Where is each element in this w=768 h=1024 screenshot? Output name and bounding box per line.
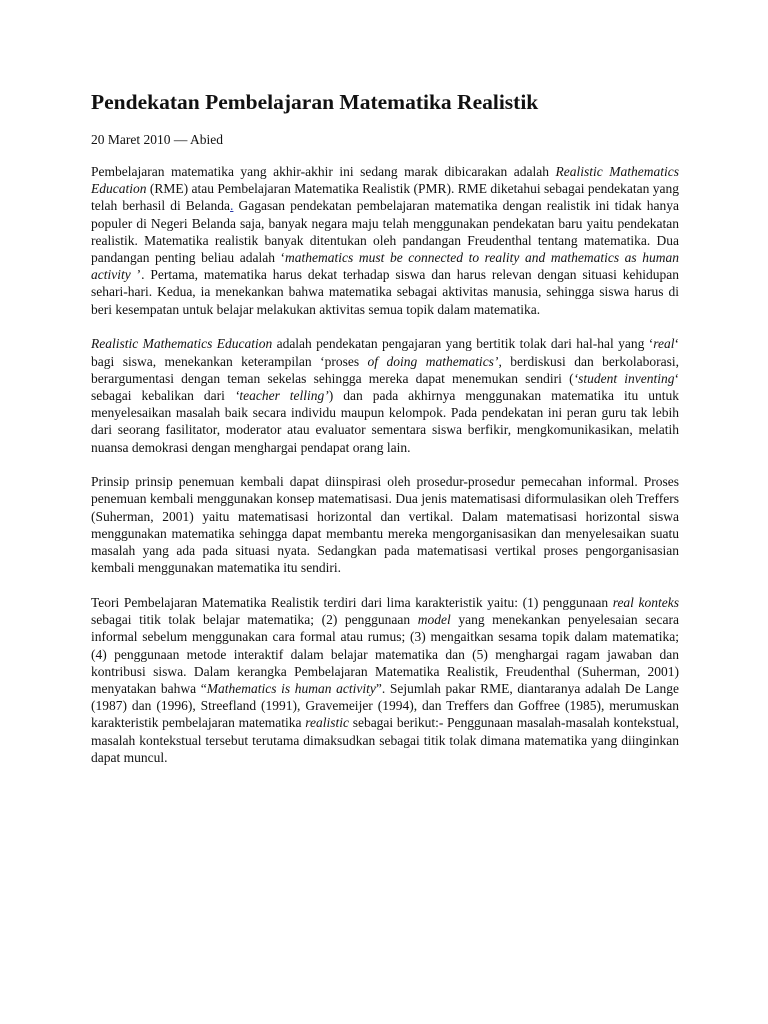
italic-run: model	[417, 612, 451, 628]
italic-run: realistic	[305, 715, 349, 731]
text-run: adalah pendekatan pengajaran yang bertitik tolak dari hal-hal yang ‘	[272, 336, 654, 352]
article-title: Pendekatan Pembelajaran Matematika Realistik	[91, 90, 539, 114]
italic-run: real	[653, 336, 675, 352]
paragraph-3	[91, 473, 679, 576]
italic-run: ‘student inventing	[573, 370, 675, 386]
italic-run: real konteks	[612, 594, 679, 610]
paragraph-4	[91, 594, 679, 766]
italic-run: mathematics must be connected to reality and mathematics as human activity	[91, 250, 679, 283]
text-run: Prinsip prinsip penemuan kembali dapat diinspirasi oleh prosedur-prosedur pemecahan informal. Proses penemuan kembali menggunakan konsep matematisasi. Dua jenis matematisasi diformulasikan oleh Treffers (Suherman, 2001) yaitu matematisasi horizontal dan vertikal. Dalam matematisasi horizontal siswa menggunakan matematika sehingga dapat membantu mereka mengorganisasikan dan menyelesaikan suatu masalah yang ada pada situasi nyata. Sedangkan pada matematisasi vertikal proses pengorganisasian kembali menggunakan matematika itu sendiri.	[91, 474, 679, 576]
text-run: , berdiskusi dan berkolaborasi, berargumentasi dengan teman sekelas sehingga mereka dapat menemukan sendiri (	[91, 353, 679, 386]
text-run: (RME) atau Pembelajaran Matematika Realistik (PMR). RME diketahui sebagai pendekatan yang telah berhasil di Belanda	[91, 181, 679, 214]
text-run: ”. Sejumlah pakar RME, diantaranya adalah De Lange (1987) dan (1996), Streefland (1991), Gravemeijer (1994), dan Treffers dan Goffree (1985), merumuskan karakteristik pembelajaran matematika	[91, 680, 679, 731]
italic-run: Mathematics is human activity	[206, 680, 376, 696]
text-run: sebagai titik tolak belajar matematika; (2) penggunaan	[91, 612, 418, 628]
article-body	[91, 163, 679, 766]
text-run: Teori Pembelajaran Matematika Realistik terdiri dari lima karakteristik yaitu: (1) penggunaan	[91, 594, 613, 610]
article-byline: 20 Maret 2010 — Abied	[91, 132, 223, 147]
document-page	[91, 88, 679, 784]
text-run: ‘ sebagai kebalikan dari	[91, 370, 679, 403]
paragraph-1	[91, 163, 679, 318]
text-run: Gagasan pendekatan pembelajaran matematika dengan realistik ini tidak hanya populer di Negeri Belanda saja, banyak negara maju telah menggunakan pendekatan baru yaitu pendekatan realistik. Matematika realistik banyak ditentukan oleh pandangan Freudenthal tentang matematika. Dua pandangan penting beliau adalah ‘	[91, 198, 680, 266]
paragraph-2	[91, 335, 679, 455]
text-run: Pembelajaran matematika yang akhir-akhir ini sedang marak dibicarakan adalah	[91, 164, 556, 179]
text-run: sebagai berikut:- Penggunaan masalah-masalah kontekstual, masalah kontekstual tersebut terutama dimaksudkan sebagai titik tolak dimana matematika yang diinginkan dapat muncul.	[91, 715, 679, 765]
text-run: ) dan pada akhirnya menggunakan matematika itu untuk menyelesaikan masalah baik secara individu maupun kelompok. Pada pendekatan ini peran guru tak lebih dari seorang fasilitator, moderator atau evaluator sementara siswa berfikir, mengkomunikasikan, melatih nuansa demokrasi dengan menghargai pendapat orang lain.	[91, 387, 679, 455]
italic-run: ‘teacher telling’	[234, 387, 329, 403]
text-run: ‘ bagi siswa, menekankan keterampilan ‘proses	[91, 336, 679, 369]
text-run: ’. Pertama, matematika harus dekat terhadap siswa dan harus relevan dengan situasi kehidupan sehari-hari. Kedua, ia menekankan bahwa matematika sebagai aktivitas manusia, sehingga siswa harus di beri kesempatan untuk belajar melakukan aktivitas semua topik dalam matematika.	[91, 267, 679, 317]
text-run: yang menekankan penyelesaian secara informal sebelum menggunakan cara formal atau rumus; (3) mengaitkan sesama topik dalam matematika; (4) penggunaan metode interaktif dalam belajar matematika dan (5) menghargai ragam jawaban dan kontribusi siswa. Dalam kerangka Pembelajaran Matematika Realistik, Freudenthal (Suherman, 2001) menyatakan bahwa “	[91, 612, 679, 696]
underlined-run: .	[230, 198, 234, 214]
italic-run: Realistic Mathematics Education	[91, 336, 273, 352]
italic-run: of doing mathematics’	[367, 353, 499, 369]
italic-run: Realistic Mathematics Education	[91, 164, 679, 197]
